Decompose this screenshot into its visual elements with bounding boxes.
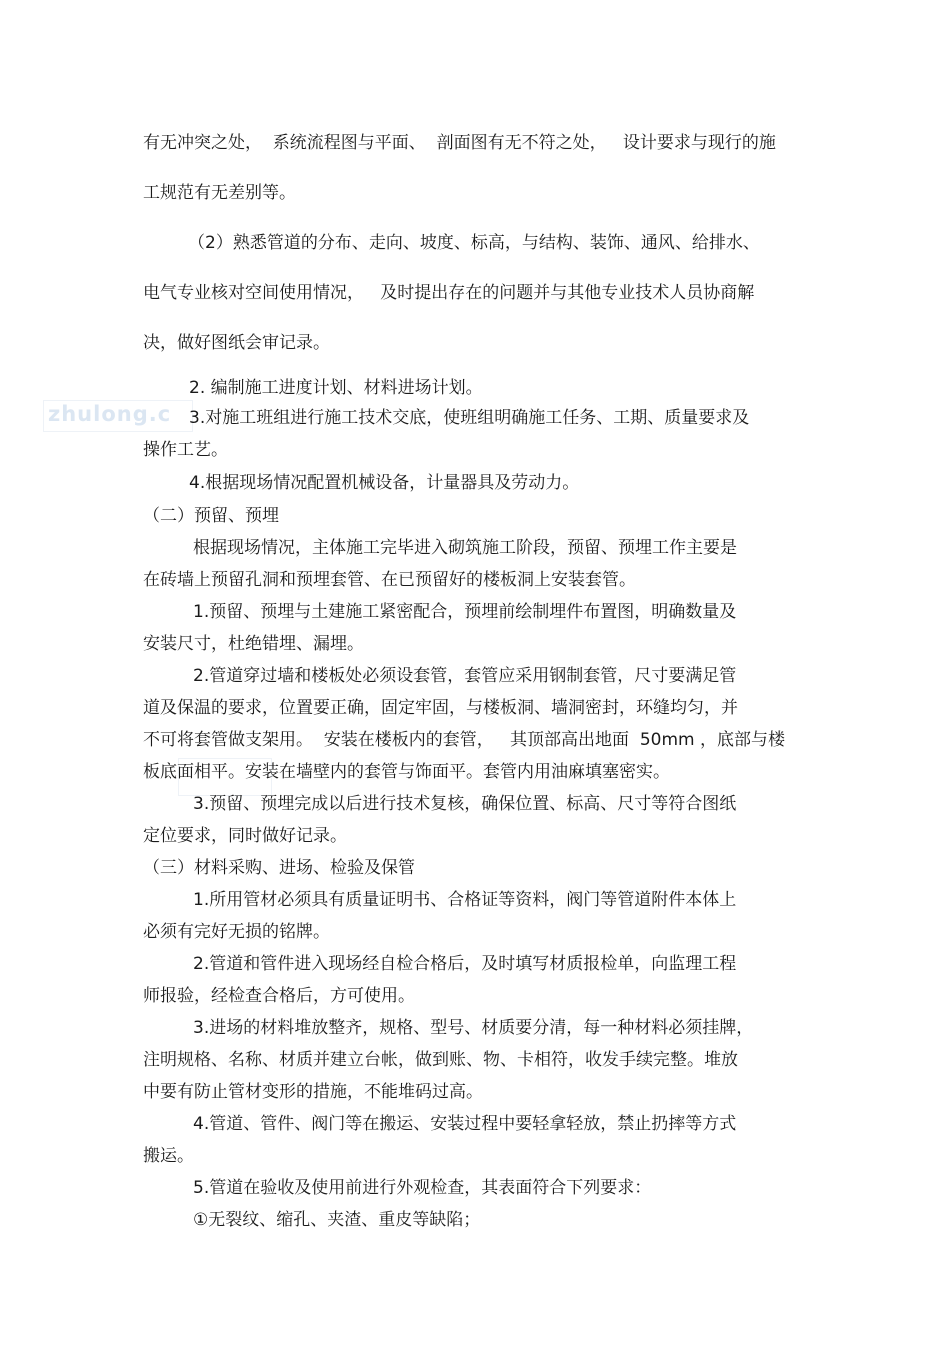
- text-line: 5.管道在验收及使用前进行外观检查，其表面符合下列要求：: [193, 1178, 652, 1198]
- text-line: 定位要求，同时做好记录。: [143, 826, 347, 846]
- watermark-logo: zhulong.c: [48, 402, 172, 426]
- text-line: 操作工艺。: [143, 440, 228, 460]
- text-line: 板底面相平。安装在墙壁内的套管与饰面平。套管内用油麻填塞密实。: [143, 762, 670, 782]
- text-line: 3.进场的材料堆放整齐，规格、型号、材质要分清，每一种材料必须挂牌，: [193, 1018, 754, 1038]
- text-line: 4.根据现场情况配置机械设备，计量器具及劳动力。: [189, 473, 580, 493]
- text-line: 师报验，经检查合格后，方可使用。: [143, 986, 415, 1006]
- section-heading: （二）预留、预埋: [143, 506, 279, 526]
- text-line: 4.管道、管件、阀门等在搬运、安装过程中要轻拿轻放，禁止扔摔等方式: [193, 1114, 737, 1134]
- text-line: 必须有完好无损的铭牌。: [143, 922, 330, 942]
- text-line: 电气专业核对空间使用情况， 及时提出存在的问题并与其他专业技术人员协商解: [143, 283, 755, 303]
- text-line: 3.对施工班组进行施工技术交底，使班组明确施工任务、工期、质量要求及: [189, 408, 750, 428]
- text-line: （2）熟悉管道的分布、走向、坡度、标高，与结构、装饰、通风、给排水、: [188, 233, 760, 253]
- text-line: 3.预留、预埋完成以后进行技术复核，确保位置、标高、尺寸等符合图纸: [193, 794, 737, 814]
- text-line: 1.预留、预埋与土建施工紧密配合，预埋前绘制埋件布置图，明确数量及: [193, 602, 737, 622]
- text-line: 决，做好图纸会审记录。: [143, 333, 330, 353]
- text-line: 在砖墙上预留孔洞和预埋套管、在已预留好的楼板洞上安装套管。: [143, 570, 636, 590]
- text-line: 2. 编制施工进度计划、材料进场计划。: [189, 378, 483, 398]
- text-line: 不可将套管做支架用。 安装在楼板内的套管， 其顶部高出地面 50mm ，底部与楼: [143, 730, 785, 750]
- text-line: 搬运。: [143, 1146, 194, 1166]
- text-line: 1.所用管材必须具有质量证明书、合格证等资料，阀门等管道附件本体上: [193, 890, 737, 910]
- text-line: 根据现场情况，主体施工完毕进入砌筑施工阶段，预留、预埋工作主要是: [193, 538, 737, 558]
- text-line: 2.管道穿过墙和楼板处必须设套管，套管应采用钢制套管，尺寸要满足管: [193, 666, 737, 686]
- text-line: 道及保温的要求，位置要正确，固定牢固，与楼板洞、墙洞密封，环缝均匀，并: [143, 698, 738, 718]
- section-heading: （三）材料采购、进场、检验及保管: [143, 858, 415, 878]
- text-line: ①无裂纹、缩孔、夹渣、重皮等缺陷；: [193, 1210, 481, 1230]
- text-line: 注明规格、名称、材质并建立台帐，做到账、物、卡相符，收发手续完整。堆放: [143, 1050, 738, 1070]
- text-line: 2.管道和管件进入现场经自检合格后，及时填写材质报检单，向监理工程: [193, 954, 737, 974]
- text-line: 安装尺寸，杜绝错埋、漏埋。: [143, 634, 364, 654]
- text-line: 有无冲突之处， 系统流程图与平面、 剖面图有无不符之处， 设计要求与现行的施: [143, 133, 776, 153]
- text-line: 中要有防止管材变形的措施，不能堆码过高。: [143, 1082, 483, 1102]
- text-line: 工规范有无差别等。: [143, 183, 296, 203]
